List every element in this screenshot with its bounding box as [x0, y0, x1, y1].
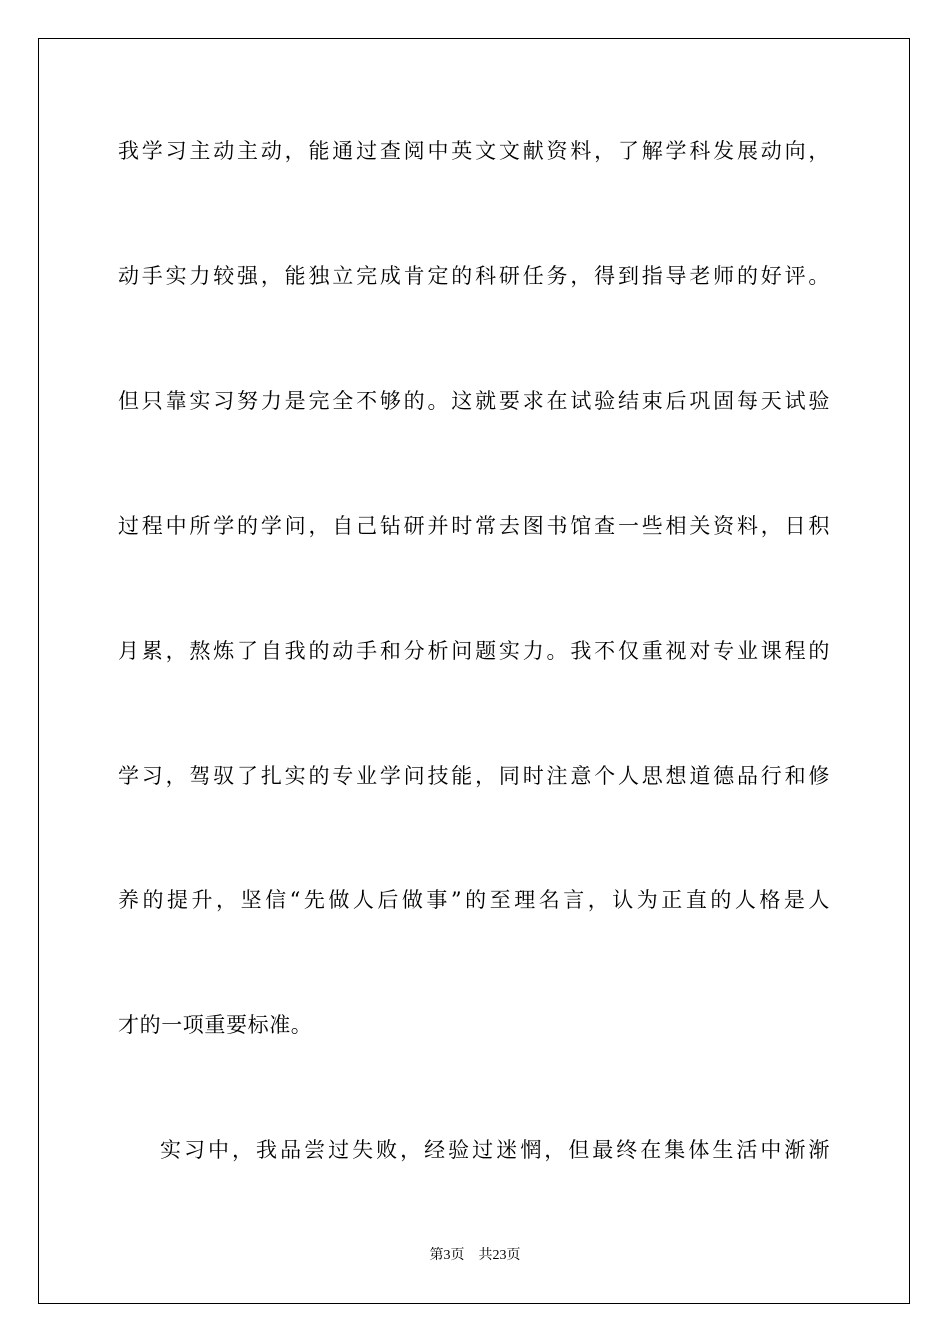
paragraph-line-1: 我学习主动主动，能通过查阅中英文文献资料，了解学科发展动向，: [118, 139, 830, 163]
paragraph-line-5: 月累，熬炼了自我的动手和分析问题实力。我不仅重视对专业课程的: [118, 639, 830, 663]
page-footer: [0, 1246, 950, 1266]
page-number: 第3页: [429, 1248, 465, 1263]
page-total: 共23页: [478, 1248, 521, 1263]
page-border: [38, 38, 910, 1304]
paragraph-line-4: 过程中所学的学问，自己钻研并时常去图书馆查一些相关资料，日积: [118, 514, 830, 538]
paragraph-line-3: 但只靠实习努力是完全不够的。这就要求在试验结束后巩固每天试验: [118, 389, 830, 413]
paragraph-line-9: 实习中，我品尝过失败，经验过迷惘，但最终在集体生活中渐渐: [160, 1138, 830, 1162]
paragraph-line-8: 才的一项重要标准。: [118, 1013, 313, 1037]
paragraph-line-2: 动手实力较强，能独立完成肯定的科研任务，得到指导老师的好评。: [118, 264, 830, 288]
paragraph-line-7: 养的提升，坚信“先做人后做事”的至理名言，认为正直的人格是人: [118, 888, 830, 912]
paragraph-line-6: 学习，驾驭了扎实的专业学问技能，同时注意个人思想道德品行和修: [118, 764, 830, 788]
